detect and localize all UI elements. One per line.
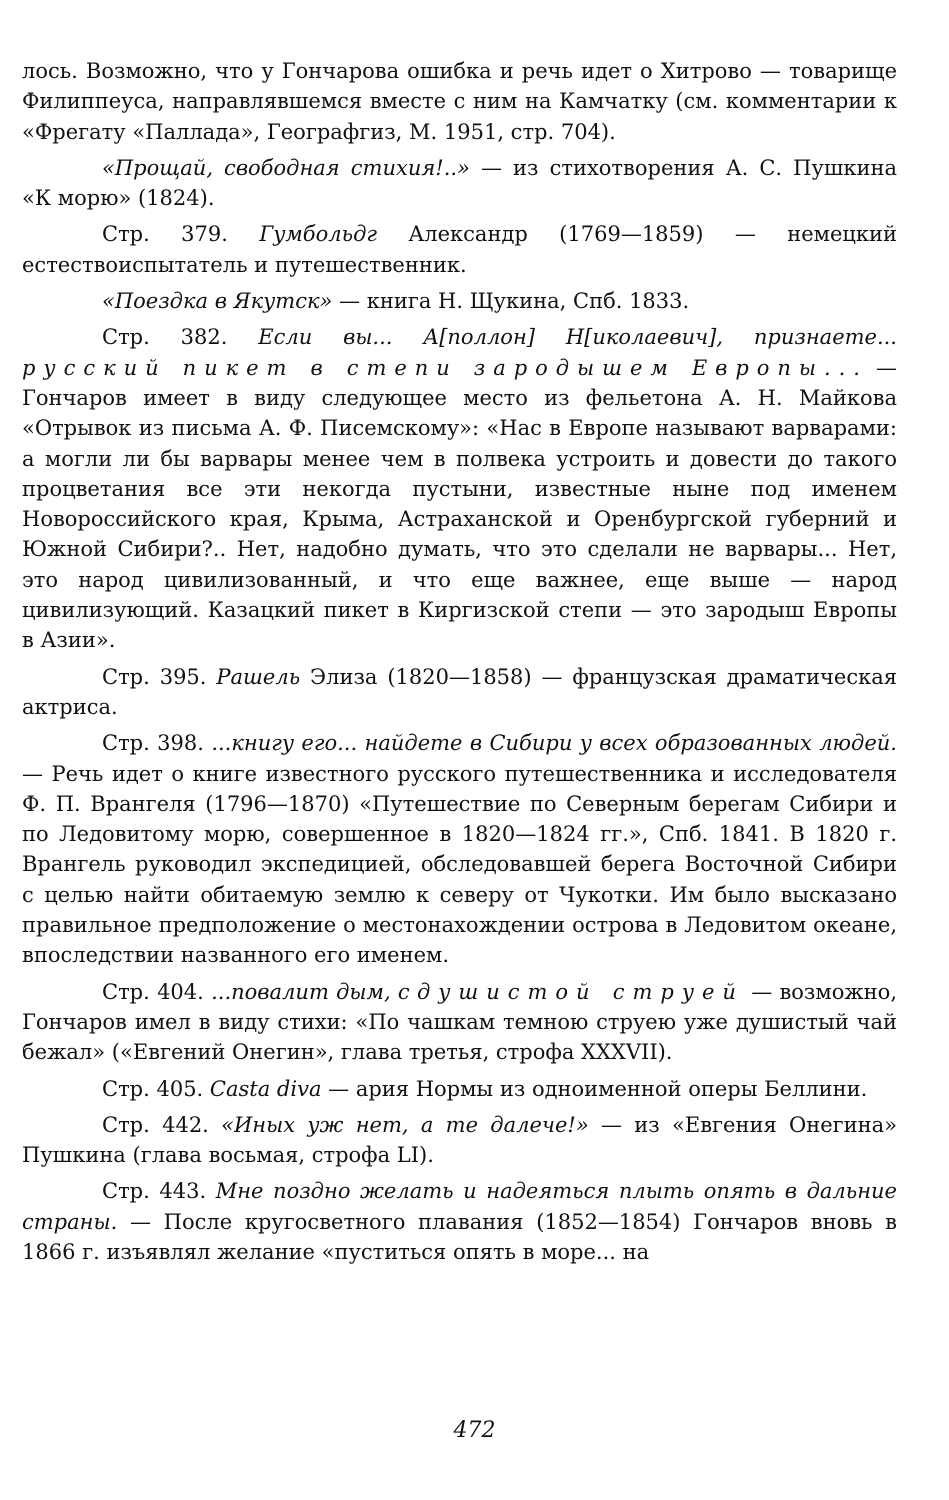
text-run: Стр. 395. [102, 664, 217, 689]
paragraph-note-404 [22, 977, 897, 1068]
italic-run: «Прощай, свободная стихия!..» [102, 155, 470, 180]
italic-run: Рашель [216, 664, 301, 689]
paragraph-note-382 [22, 322, 897, 655]
paragraph-note-398 [22, 728, 897, 970]
text-run: — из стихотворения А. С. Пушкина «К морю» (1824). [22, 155, 897, 211]
text-run: Стр. 382. [102, 325, 259, 350]
italic-run: русский пикет в степи зародышем Европы... [22, 355, 868, 380]
text-run: Стр. 404. [102, 979, 212, 1004]
text-run: Стр. 405. [102, 1076, 210, 1101]
text-run: — из «Евгения Онегина» Пушкина (глава восьмая, строфа LI). [22, 1112, 897, 1168]
paragraph-note-395 [22, 662, 897, 723]
italic-run: душистой струей [416, 979, 744, 1004]
italic-run: ...книгу его... найдете в Сибири у всех образованных людей. [211, 731, 897, 756]
paragraph-note-379 [22, 219, 897, 280]
paragraph-note-proshchai [22, 153, 897, 214]
text-run: Стр. 443. [102, 1179, 216, 1204]
text-run: — книга Н. Щукина, Спб. 1833. [332, 289, 690, 314]
document-body [22, 56, 897, 1273]
italic-run: Casta diva [209, 1076, 322, 1101]
text-run: Стр. 442. [102, 1112, 222, 1137]
text-run: Стр. 398. [102, 731, 212, 756]
paragraph-note-443 [22, 1176, 897, 1267]
paragraph-continuation [22, 56, 897, 147]
paragraph-note-poezdka [22, 286, 897, 316]
paragraph-note-405 [22, 1074, 897, 1104]
italic-run: ...повалит дым, с [211, 979, 417, 1004]
text-run: — После кругосветного плавания (1852—1854) Гончаров вновь в 1866 г. изъявлял желание «пуститься опять в море... на [22, 1209, 897, 1264]
text-run: — Гончаров имеет в виду следующее место из фельетона А. Н. Майкова «Отрывок из письма А. Ф. Писемскому»: «Нас в Европе называют варварами: а могли ли бы варвары менее чем в полвека устроить и довести до такого процветания все эти некогда пустыни, известные ныне под именем Новороссийского края, Крыма, Астраханской и Оренбургской губерний и Южной Сибири?.. Нет, надобно думать, что это сделали не варвары... Нет, это народ цивилизованный, и что еще важнее, еще выше — народ цивилизующий. Казацкий пикет в Киргизской степи — это зародыш Европы в Азии». [22, 355, 897, 653]
text-run: — Речь идет о книге известного русского путешественника и исследователя Ф. П. Врангеля (1796—1870) «Путешествие по Северным берегам Сибири и по Ледовитому морю, совершенное в 1820—1824 гг.», Спб. 1841. В 1820 г. Врангель руководил экспедицией, обследовавшей берега Восточной Сибири с целью найти обитаемую землю к северу от Чукотки. Им было высказано правильное предположение о местонахождении острова в Ледовитом океане, впоследствии названного его именем. [22, 761, 897, 968]
italic-run: Мне поздно желать и надеяться плыть опять в дальние страны. [22, 1179, 897, 1234]
text-run: Стр. 379. [102, 222, 260, 247]
text-run: Элиза (1820—1858) — французская драматическая актриса. [22, 664, 897, 719]
paragraph-note-442 [22, 1110, 897, 1171]
text-run: Александр (1769—1859) — немецкий естествоиспытатель и путешественник. [22, 222, 898, 277]
page-number: 472 [453, 1418, 496, 1443]
italic-run: Если вы... А[поллон] Н[иколаевич], признаете... [258, 325, 897, 350]
text-run: — ария Нормы из одноименной оперы Беллини. [321, 1076, 868, 1101]
italic-run: «Поездка в Якутск» [102, 289, 333, 314]
italic-run: «Иных уж нет, а те далече!» [221, 1112, 589, 1137]
text-run: — возможно, Гончаров имел в виду стихи: «По чашкам темною струею уже душистый чай бежал» («Евгений Онегин», глава третья, строфа XXXVII). [22, 979, 897, 1065]
text-run: лось. Возможно, что у Гончарова ошибка и речь идет о Хитрово — товарище Филиппеуса, направлявшемся вместе с ним на Камчатку (см. комментарии к «Фрегату «Паллада», Географгиз, М. 1951, стр. 704). [22, 59, 897, 144]
italic-run: Гумбольдг [259, 222, 377, 247]
